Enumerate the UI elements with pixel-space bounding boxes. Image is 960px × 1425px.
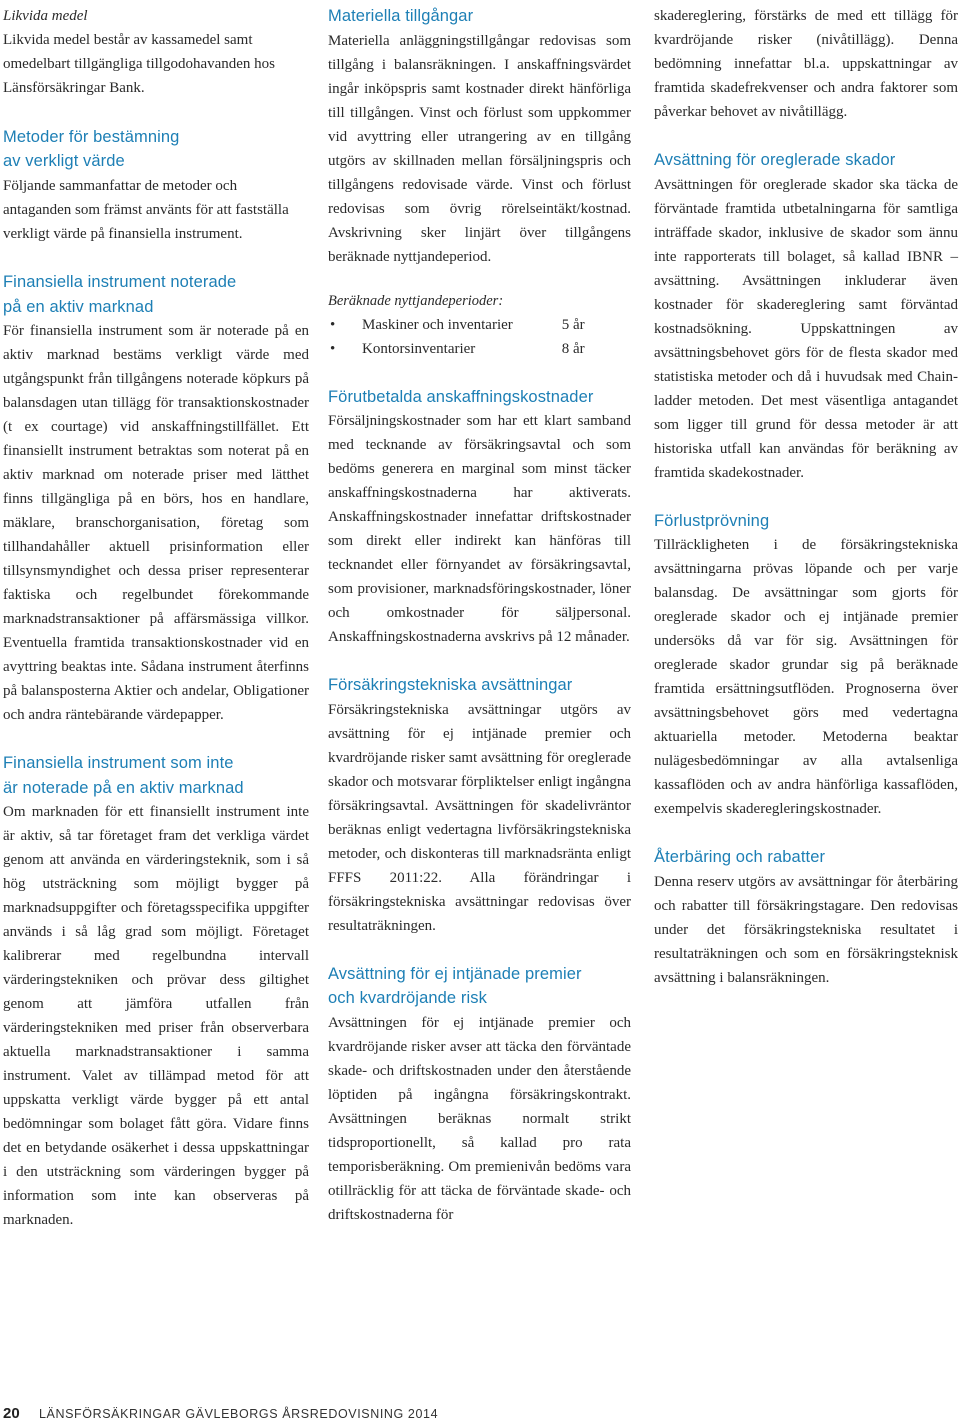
section-text: Avsättningen för ej intjänade premier och kvardröjande risker avser att täcka den förväntade skade- och driftskostnaden under den återstående löptiden på ingångna försäkringskontrakt. Avsättningen beräknas normalt strikt tidsproportionellt, så kallad pro rata temporisberäkning. Om premienivån bedöms vara otillräcklig för att täcka de förväntade skade- och driftskostnaderna för [328,1014,631,1223]
section-continuation [654,4,958,124]
section-text: Likvida medel består av kassamedel samt omedelbart tillgängliga tillgodohavanden hos Länsförsäkringar Bank. [3,32,276,97]
heading-line: och kvardröjande risk [328,989,487,1007]
section-text: Denna reserv utgörs av avsättningar för återbäring och rabatter till försäkringstagare. Den redovisas under det försäkringstekniska resultatet i resultaträkningen och som en försäkringsteknisk avsättning i balansräkningen. [654,873,958,986]
heading-line: av verkligt värde [3,152,125,171]
heading-line: på en aktiv marknad [3,297,154,316]
section-heading: Avsättning för oreglerade skador [654,151,896,169]
list-item-name: Maskiner och inventarier [362,316,513,333]
section-text: Tillräckligheten i de försäkringstekniska avsättningarna prövas löpande och per varje balansdag. De avsättningar som gjorts för oreglerade skador och ej intjänade premier undersöks då var för sig. Avsättningen för oreglerade skador grundar sig på beräknade framtida ersättningsutflöden. Prognoserna över avsättningsbehovet görs med vedertagna aktuariella metoder. Metoderna beaktar nulägesbedömningar av alla avtalsenliga kassaflöden och av andra hänförliga kassaflöden, exempelvis skaderegleringskostnader. [654,537,958,817]
section-heading [3,751,309,800]
section-likvida-medel [3,4,309,101]
section-text: Försäljningskostnader som har ett klart samband med tecknande av försäkringsavtal och som bedöms generera en marginal som minst täcker anskaffningskostnaderna har aktiverats. Anskaffningskostnader innefattar driftskostnader som direkt eller indirekt kan hänföras till tecknandet eller förnyandet av försäkringsavtal, som provisioner, marknadsföringskostnader, löner och omkostnader för säljpersonal. Anskaffningskostnaderna avskrivs på 12 månader. [328,413,631,645]
life-list [328,313,631,361]
column-middle [328,4,631,1251]
section-noterade [3,270,309,727]
section-nyttjandeperioder [328,289,631,361]
column-left [3,4,309,1256]
section-heading [3,270,309,319]
section-aterbaring [654,845,958,990]
section-text: skadereglering, förstärks de med ett tillägg för kvardröjande risker (nivåtillägg). Denna bedömning innefattar bl.a. uppskattningar av framtida skadefrekvenser och andra faktorer som påverkar behovet av nivåtillägg. [654,8,958,120]
list-item [328,313,631,337]
subheading: Beräknade nyttjandeperioder: [328,292,504,309]
list-item-value: 5 år [561,316,585,333]
section-ej-noterade [3,751,309,1232]
section-text: Följande sammanfattar de metoder och antaganden som främst använts för att fastställa verkligt värde på finansiella instrument. [3,177,289,243]
footer-title: LÄNSFÖRSÄKRINGAR GÄVLEBORGS ÅRSREDOVISNING 2014 [39,1407,439,1421]
section-heading [328,962,631,1011]
section-metoder [3,125,309,247]
list-item-name: Kontorsinventarier [362,340,476,357]
section-text: För finansiella instrument som är noterade på en aktiv marknad bestäms verkligt värde med utgångspunkt från tillgångens noterade köpkurs på balansdagen utan tillägg för transaktionskostnader (t ex courtage) vid anskaffningstillfället. Ett finansiellt instrument betraktas som noterat på en aktiv marknad om noterade priser med lätthet finns tillgängliga på en börs, hos en handlare, mäklare, branschorganisation, företag som tillhandahåller aktuell prisinformation eller tillsynsmyndighet och dessa priser representerar faktiska och regelbundet förekommande marknadstransaktioner på affärsmässiga villkor. Eventuella framtida transaktionskostnader vid en avyttring beaktas inte. Sådana instrument återfinns på balansposterna Aktier och andelar, Obligationer och andra räntebärande värdepapper. [3,323,309,724]
heading-line: Metoder för bestämning [3,127,180,146]
section-ej-intjanade [328,962,631,1227]
section-forsakringstekniska [328,673,631,938]
column-right [654,4,958,1014]
bullet-icon: • [330,340,336,357]
heading-line: Avsättning för ej intjänade premier [328,964,582,983]
section-heading: Förutbetalda anskaffningskostnader [328,387,594,406]
section-text: Avsättningen för oreglerade skador ska täcka de förväntade framtida utbetalningarna för samtliga inträffade skador, inklusive de skador som ännu inte rapporterats till bolaget, så kallad IBNR – avsättning. Avsättningen inkluderar även kostnader för skadereglering samt förväntad kostnadsökning. Uppskattningen av avsättningsbehovet görs för de flesta skador med statistiska metoder och då i huvudsak med Chain-ladder metoden. Det mest väsentliga antagandet som ligger till grund för dessa metoder är att historiska utfall kan användas för beräkning av framtida skadekostnader. [654,176,958,481]
section-heading: Materiella tillgångar [328,7,474,25]
heading-line: Finansiella instrument som inte [3,754,234,773]
section-text: Försäkringstekniska avsättningar utgörs av avsättning för ej intjänade premier och kvardröjande risker samt avsättning för oreglerade skador och motsvarar förpliktelser enligt ingångna försäkringsavtal. Avsättningen för skadelivräntor beräknas enligt vedertagna livförsäkringstekniska metoder, och diskonteras till marknadsränta enligt FFFS 2011:22. Alla förändringar i försäkringstekniska avsättningar redovisas över resultaträkningen. [328,701,631,934]
section-text: Materiella anläggningstillgångar redovisas som tillgång i balansräkningen. I anskaffningsvärdet ingår inköpspris samt kostnader direkt hänförliga till tillgången. Vinst och förlust som uppkommer vid avyttring eller utrangering av en tillgång utgörs av skillnaden mellan försäljningspris och tillgångens redovisade värde. Vinst och förlust redovisas som övrig rörelseintäkt/kostnad. Avskrivning sker linjärt över tillgångens beräknade nyttjandeperiod. [328,32,631,265]
section-heading: Återbäring och rabatter [654,848,826,866]
section-text: Om marknaden för ett finansiellt instrument inte är aktiv, så tar företaget fram det verkliga värdet genom att använda en värderingsteknik, som i så hög utsträckning som möjligt bygger på marknadsuppgifter och företagsspecifika uppgifter används i så låg grad som möjligt. Företaget kalibrerar med regelbundna intervall värderingstekniken och prövar dess giltighet genom att jämföra utfallen från värderingstekniken med priser från observerbara aktuella marknadstransaktioner i samma instrument. Valet av tillämpad metod för att uppskatta verkligt värde bygger på ett antal bedömningar som bolaget fått göra. Vidare finns det en betydande osäkerhet i dessa uppskattningar i den utsträckning som värderingen bygger på information som inte kan observeras på marknaden. [3,804,309,1229]
section-forutbetalda [328,385,631,650]
heading-line: Finansiella instrument noterade [3,273,237,292]
section-forlustprovning [654,509,958,822]
page-number: 20 [3,1405,20,1422]
section-heading: Försäkringstekniska avsättningar [328,676,573,694]
section-materiella [328,4,631,269]
section-oreglerade [654,148,958,485]
heading-line: är noterade på en aktiv marknad [3,778,244,797]
bullet-icon: • [330,316,336,333]
section-heading: Förlustprövning [654,511,770,530]
list-item [328,337,631,361]
section-heading: Likvida medel [3,8,88,24]
list-item-value: 8 år [561,340,585,357]
section-heading [3,125,309,174]
